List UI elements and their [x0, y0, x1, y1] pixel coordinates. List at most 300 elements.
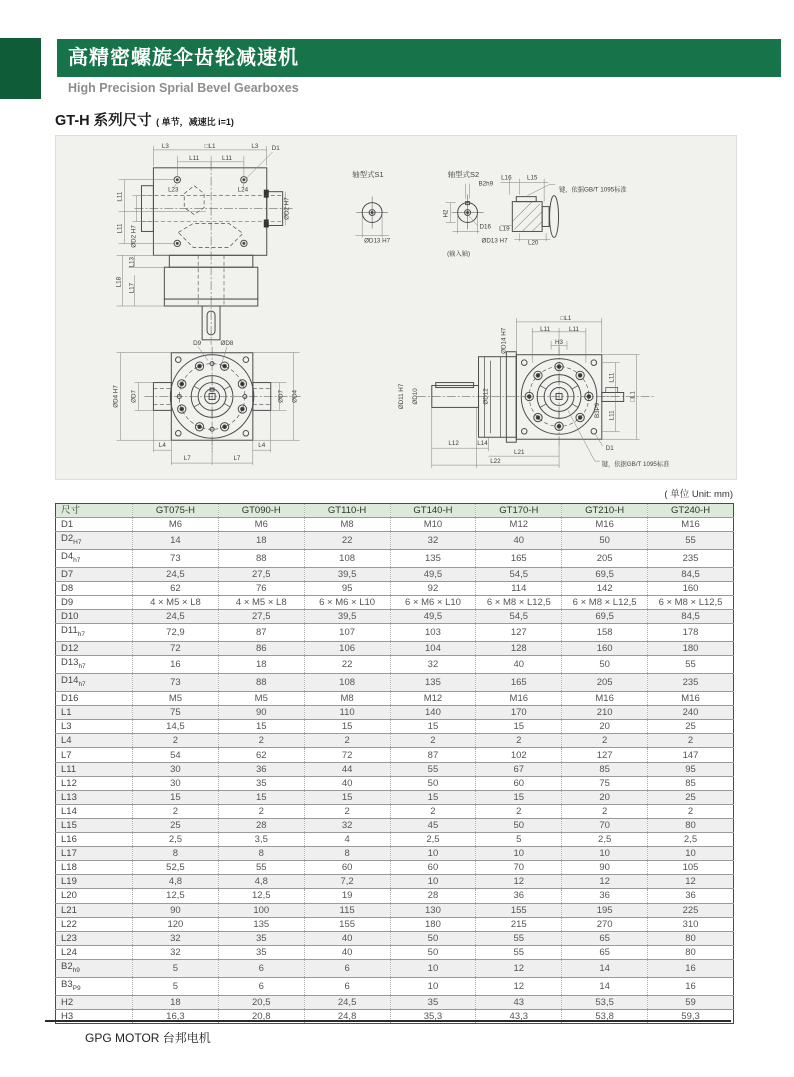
dim-value: 35 — [218, 931, 304, 945]
page-title: 高精密螺旋伞齿轮减速机 — [68, 47, 299, 69]
dim-value: M8 — [304, 518, 390, 532]
table-row — [56, 582, 734, 596]
brand-color-block — [0, 38, 41, 99]
dim-value: 165 — [476, 674, 562, 692]
dim-value: 2 — [476, 734, 562, 748]
dim-value: 19 — [304, 889, 390, 903]
table-row — [56, 596, 734, 610]
dim-value: 28 — [218, 818, 304, 832]
page-banner — [57, 39, 781, 77]
dim-value: 2 — [304, 734, 390, 748]
dim-value: 24,8 — [304, 1009, 390, 1023]
dim-value: 35 — [218, 776, 304, 790]
table-row — [56, 734, 734, 748]
dim-value: 54,5 — [476, 610, 562, 624]
dim-value: M12 — [476, 518, 562, 532]
dim-value: 32 — [390, 656, 476, 674]
table-row — [56, 624, 734, 642]
dim-value: 2 — [133, 734, 219, 748]
dim-value: 108 — [304, 674, 390, 692]
dim-value: 95 — [648, 762, 734, 776]
table-row — [56, 692, 734, 706]
dim-value: M6 — [133, 518, 219, 532]
dim-value: 40 — [304, 945, 390, 959]
drawing-label: L4 — [158, 442, 166, 450]
drawing-label: B3P9 — [593, 402, 601, 419]
dim-label: D10 — [56, 610, 133, 624]
dim-value: 6 — [304, 977, 390, 995]
dim-value: 270 — [562, 917, 648, 931]
dim-value: 4 — [304, 833, 390, 847]
drawing-label: □L1 — [629, 391, 637, 402]
dim-value: 114 — [476, 582, 562, 596]
drawing-label: L23 — [168, 186, 179, 194]
dim-value: 62 — [218, 748, 304, 762]
dim-value: 24,5 — [133, 610, 219, 624]
dim-value: 3,5 — [218, 833, 304, 847]
dim-value: 128 — [476, 642, 562, 656]
dim-value: 39,5 — [304, 567, 390, 581]
dim-value: 85 — [648, 776, 734, 790]
dim-value: 16 — [133, 656, 219, 674]
dim-value: 90 — [218, 706, 304, 720]
dim-value: 15 — [218, 790, 304, 804]
dim-value: 87 — [390, 748, 476, 762]
dim-label: L16 — [56, 833, 133, 847]
table-row — [56, 804, 734, 818]
dim-value: 50 — [562, 532, 648, 550]
dim-value: M16 — [562, 518, 648, 532]
dim-value: 24,5 — [133, 567, 219, 581]
dim-value: 50 — [562, 656, 648, 674]
dim-value: 135 — [218, 917, 304, 931]
dim-value: 60 — [304, 861, 390, 875]
dim-value: 24,5 — [304, 995, 390, 1009]
dim-label: L14 — [56, 804, 133, 818]
dim-value: 72 — [304, 748, 390, 762]
dim-value: 160 — [562, 642, 648, 656]
dim-value: 55 — [476, 945, 562, 959]
dim-value: 72,9 — [133, 624, 219, 642]
table-row — [56, 847, 734, 861]
dim-label: $D14_{h7}$ — [56, 674, 133, 692]
dim-value: 12 — [648, 875, 734, 889]
dim-value: 107 — [304, 624, 390, 642]
dim-value: 2,5 — [133, 833, 219, 847]
dim-value: M16 — [562, 692, 648, 706]
dim-value: 15 — [390, 720, 476, 734]
drawing-label: ØD8 — [220, 339, 234, 347]
dim-label: L23 — [56, 931, 133, 945]
dim-value: 100 — [218, 903, 304, 917]
drawing-label: B2h9 — [478, 180, 494, 188]
drawing-label: L19 — [499, 225, 510, 233]
dim-value: 65 — [562, 931, 648, 945]
drawing-label: ØD14 H7 — [500, 327, 508, 354]
dim-value: 2 — [218, 734, 304, 748]
dim-value: 15 — [304, 720, 390, 734]
dim-value: 27,5 — [218, 567, 304, 581]
column-header-model: GT240-H — [648, 504, 734, 518]
drawing-label: D9 — [193, 339, 202, 347]
dim-value: 158 — [562, 624, 648, 642]
dim-value: 12 — [476, 959, 562, 977]
dim-value: 2,5 — [648, 833, 734, 847]
dim-value: 80 — [648, 945, 734, 959]
drawing-label: ØD2 H7 — [283, 197, 291, 220]
dim-value: 140 — [390, 706, 476, 720]
dim-value: 178 — [648, 624, 734, 642]
drawing-label: L11 — [116, 191, 124, 202]
drawing-label: L11 — [116, 223, 124, 234]
dim-value: 65 — [562, 945, 648, 959]
dim-value: 14 — [562, 959, 648, 977]
dim-value: 43,3 — [476, 1009, 562, 1023]
dim-value: 52,5 — [133, 861, 219, 875]
dim-value: 53,5 — [562, 995, 648, 1009]
dim-value: 25 — [648, 790, 734, 804]
dim-value: 106 — [304, 642, 390, 656]
section-heading — [55, 109, 234, 130]
dim-value: 108 — [304, 550, 390, 568]
dim-value: 67 — [476, 762, 562, 776]
dim-value: 72 — [133, 642, 219, 656]
column-header-model: GT170-H — [476, 504, 562, 518]
dim-label: $D2_{H7}$ — [56, 532, 133, 550]
dim-value: 135 — [390, 550, 476, 568]
dim-value: 49,5 — [390, 610, 476, 624]
dim-value: 147 — [648, 748, 734, 762]
dim-value: 142 — [562, 582, 648, 596]
dim-label: L11 — [56, 762, 133, 776]
dim-label: L20 — [56, 889, 133, 903]
dim-value: 155 — [304, 917, 390, 931]
dim-value: 155 — [476, 903, 562, 917]
dim-value: 102 — [476, 748, 562, 762]
drawing-label: D1 — [271, 144, 280, 152]
dim-label: $B3_{P9}$ — [56, 977, 133, 995]
dim-value: 73 — [133, 674, 219, 692]
dim-label: L4 — [56, 734, 133, 748]
table-row — [56, 720, 734, 734]
dim-value: M10 — [390, 518, 476, 532]
table-row — [56, 762, 734, 776]
dim-label: D1 — [56, 518, 133, 532]
drawing-label: 键，依据GB/T 1095标准 — [601, 461, 670, 469]
dim-value: 10 — [476, 847, 562, 861]
dim-label: L12 — [56, 776, 133, 790]
drawing-label: L11 — [608, 410, 616, 421]
table-header-row — [56, 504, 734, 518]
drawing-label: L11 — [568, 325, 579, 333]
dim-value: 50 — [390, 931, 476, 945]
dim-value: 210 — [562, 706, 648, 720]
table-row — [56, 861, 734, 875]
dim-value: 87 — [218, 624, 304, 642]
dim-value: 76 — [218, 582, 304, 596]
drawing-panel — [55, 135, 737, 480]
dim-value: 40 — [476, 532, 562, 550]
drawing-label: L11 — [608, 372, 616, 383]
dim-value: 75 — [133, 706, 219, 720]
drawing-label: D1 — [605, 445, 614, 453]
dim-value: 2,5 — [562, 833, 648, 847]
drawing-label: □L1 — [560, 314, 572, 322]
dim-value: 40 — [476, 656, 562, 674]
dim-value: 50 — [390, 945, 476, 959]
column-header-model: GT110-H — [304, 504, 390, 518]
dim-value: 5 — [133, 977, 219, 995]
dim-value: 35 — [218, 945, 304, 959]
drawing-label: ØD7 — [130, 390, 138, 403]
dim-value: 10 — [562, 847, 648, 861]
dim-label: D9 — [56, 596, 133, 610]
dim-value: 92 — [390, 582, 476, 596]
dim-value: 2 — [562, 734, 648, 748]
dim-value: 69,5 — [562, 610, 648, 624]
drawing-label: (输入轴) — [447, 250, 471, 258]
dim-value: 165 — [476, 550, 562, 568]
dim-value: 22 — [304, 532, 390, 550]
dim-value: 130 — [390, 903, 476, 917]
drawing-label: L11 — [540, 325, 551, 333]
dim-label: D8 — [56, 582, 133, 596]
dim-value: 2 — [133, 804, 219, 818]
dim-value: 6 × M6 × L10 — [304, 596, 390, 610]
dim-label: L3 — [56, 720, 133, 734]
dim-value: 2 — [218, 804, 304, 818]
dim-value: 80 — [648, 818, 734, 832]
dim-value: 84,5 — [648, 610, 734, 624]
dim-value: 32 — [304, 818, 390, 832]
drawing-label: ØD12 — [482, 388, 490, 405]
dim-value: 5 — [133, 959, 219, 977]
dim-value: M16 — [648, 518, 734, 532]
section-note: ( 单节，减速比 i=1) — [156, 117, 234, 127]
dim-value: 59,3 — [648, 1009, 734, 1023]
dim-value: 195 — [562, 903, 648, 917]
dim-table-body — [56, 518, 734, 1024]
dim-value: 10 — [648, 847, 734, 861]
footer-text: GPG MOTOR 台邦电机 — [85, 1031, 211, 1045]
dim-value: 15 — [476, 720, 562, 734]
dim-value: 225 — [648, 903, 734, 917]
table-row — [56, 610, 734, 624]
dim-value: 18 — [133, 995, 219, 1009]
table-row — [56, 518, 734, 532]
dim-value: 127 — [476, 624, 562, 642]
dim-value: M12 — [390, 692, 476, 706]
dim-value: 10 — [390, 847, 476, 861]
drawing-label: L3 — [161, 142, 169, 150]
table-row — [56, 875, 734, 889]
dim-value: 4,8 — [133, 875, 219, 889]
dim-label: $D11_{h7}$ — [56, 624, 133, 642]
table-row — [56, 550, 734, 568]
dim-value: 103 — [390, 624, 476, 642]
drawing-label: L15 — [526, 174, 538, 182]
table-row — [56, 790, 734, 804]
column-header-model: GT075-H — [133, 504, 219, 518]
dim-value: 70 — [476, 861, 562, 875]
drawing-label: □L1 — [204, 142, 216, 150]
dim-label: D12 — [56, 642, 133, 656]
front-view-dims — [117, 347, 300, 465]
dim-label: L22 — [56, 917, 133, 931]
dim-value: 40 — [304, 931, 390, 945]
dim-value: 4 × M5 × L8 — [133, 596, 219, 610]
dim-value: 12 — [476, 977, 562, 995]
dim-value: 127 — [562, 748, 648, 762]
drawing-label: L3 — [251, 142, 259, 150]
dim-value: 135 — [390, 674, 476, 692]
table-row — [56, 706, 734, 720]
dim-value: 104 — [390, 642, 476, 656]
dim-value: 8 — [304, 847, 390, 861]
dim-value: 120 — [133, 917, 219, 931]
shaft-type-s1 — [355, 197, 389, 238]
dim-value: 36 — [218, 762, 304, 776]
dim-value: 2 — [390, 734, 476, 748]
dim-value: 50 — [390, 776, 476, 790]
drawing-label: 键，依据GB/T 1095标准 — [559, 186, 627, 194]
dim-label: L19 — [56, 875, 133, 889]
dim-value: M5 — [133, 692, 219, 706]
drawing-label: ØD13 H7 — [481, 237, 508, 245]
dim-value: 20 — [562, 790, 648, 804]
dim-value: 28 — [390, 889, 476, 903]
dim-value: 12,5 — [218, 889, 304, 903]
table-row — [56, 903, 734, 917]
dim-value: M5 — [218, 692, 304, 706]
table-row — [56, 995, 734, 1009]
dim-label: $D13_{h7}$ — [56, 656, 133, 674]
dim-value: M6 — [218, 518, 304, 532]
dim-value: 14 — [562, 977, 648, 995]
dim-value: 5 — [476, 833, 562, 847]
table-row — [56, 532, 734, 550]
dim-value: 12,5 — [133, 889, 219, 903]
dim-value: 43 — [476, 995, 562, 1009]
dim-value: 240 — [648, 706, 734, 720]
dim-value: 60 — [476, 776, 562, 790]
dim-value: M16 — [648, 692, 734, 706]
dimension-table — [55, 503, 734, 1024]
dim-value: 53,8 — [562, 1009, 648, 1023]
table-row — [56, 977, 734, 995]
table-row — [56, 945, 734, 959]
dim-value: 20 — [562, 720, 648, 734]
dim-value: 70 — [562, 818, 648, 832]
dim-label: L17 — [56, 847, 133, 861]
dim-value: 310 — [648, 917, 734, 931]
dim-value: 15 — [476, 790, 562, 804]
drawing-label: ØD7 — [277, 390, 285, 403]
table-row — [56, 748, 734, 762]
dim-value: 15 — [304, 790, 390, 804]
column-header-dim: 尺寸 — [56, 504, 133, 518]
dim-value: 40 — [304, 776, 390, 790]
dim-value: 7,2 — [304, 875, 390, 889]
dim-value: 2 — [390, 804, 476, 818]
dim-value: 16 — [648, 959, 734, 977]
dim-value: 86 — [218, 642, 304, 656]
shaft-type-s2 — [446, 184, 484, 234]
dim-value: 35 — [390, 995, 476, 1009]
drawing-label: 轴型式S2 — [447, 169, 480, 179]
dim-value: 110 — [304, 706, 390, 720]
dim-value: 4,8 — [218, 875, 304, 889]
dim-value: 30 — [133, 776, 219, 790]
dim-value: 170 — [476, 706, 562, 720]
dim-value: 90 — [562, 861, 648, 875]
drawing-label: D16 — [479, 223, 491, 231]
dim-value: 30 — [133, 762, 219, 776]
column-header-model: GT090-H — [218, 504, 304, 518]
dim-value: 25 — [648, 720, 734, 734]
dim-label: L13 — [56, 790, 133, 804]
dim-value: 2 — [476, 804, 562, 818]
dim-value: 95 — [304, 582, 390, 596]
dim-value: 14 — [133, 532, 219, 550]
dim-value: 2,5 — [390, 833, 476, 847]
dim-value: 60 — [390, 861, 476, 875]
drawing-label: L20 — [527, 239, 539, 247]
top-view — [135, 162, 293, 345]
dim-value: 4 × M5 × L8 — [218, 596, 304, 610]
dim-label: L15 — [56, 818, 133, 832]
dim-value: 62 — [133, 582, 219, 596]
dim-value: 10 — [390, 977, 476, 995]
dim-value: 6 — [218, 977, 304, 995]
dim-value: 25 — [133, 818, 219, 832]
drawing-label: L21 — [514, 449, 525, 457]
dim-value: 115 — [304, 903, 390, 917]
drawing-label: ØD4 — [291, 390, 299, 403]
dim-value: 59 — [648, 995, 734, 1009]
drawing-label: L24 — [237, 186, 249, 194]
dim-value: 50 — [476, 818, 562, 832]
dim-value: 205 — [562, 550, 648, 568]
dim-value: 55 — [648, 532, 734, 550]
table-row — [56, 889, 734, 903]
dim-value: 18 — [218, 656, 304, 674]
dim-value: 6 × M6 × L10 — [390, 596, 476, 610]
dim-value: 45 — [390, 818, 476, 832]
drawing-label: L7 — [233, 455, 241, 463]
drawing-svg — [56, 136, 736, 479]
dim-value: 84,5 — [648, 567, 734, 581]
page-subtitle: High Precision Sprial Bevel Gearboxes — [68, 81, 299, 95]
dim-value: 35,3 — [390, 1009, 476, 1023]
drawing-label: ØD4 H7 — [112, 385, 120, 408]
dim-value: 88 — [218, 674, 304, 692]
dim-value: 54,5 — [476, 567, 562, 581]
drawing-label: L17 — [128, 282, 136, 294]
dim-value: 20,8 — [218, 1009, 304, 1023]
dim-value: 8 — [218, 847, 304, 861]
dim-value: 105 — [648, 861, 734, 875]
dim-value: 80 — [648, 931, 734, 945]
dim-value: 88 — [218, 550, 304, 568]
dim-value: 27,5 — [218, 610, 304, 624]
dim-value: 16 — [648, 977, 734, 995]
dim-value: 54 — [133, 748, 219, 762]
table-row — [56, 642, 734, 656]
dim-value: 20,5 — [218, 995, 304, 1009]
dim-value: 75 — [562, 776, 648, 790]
drawing-label: L7 — [183, 455, 191, 463]
